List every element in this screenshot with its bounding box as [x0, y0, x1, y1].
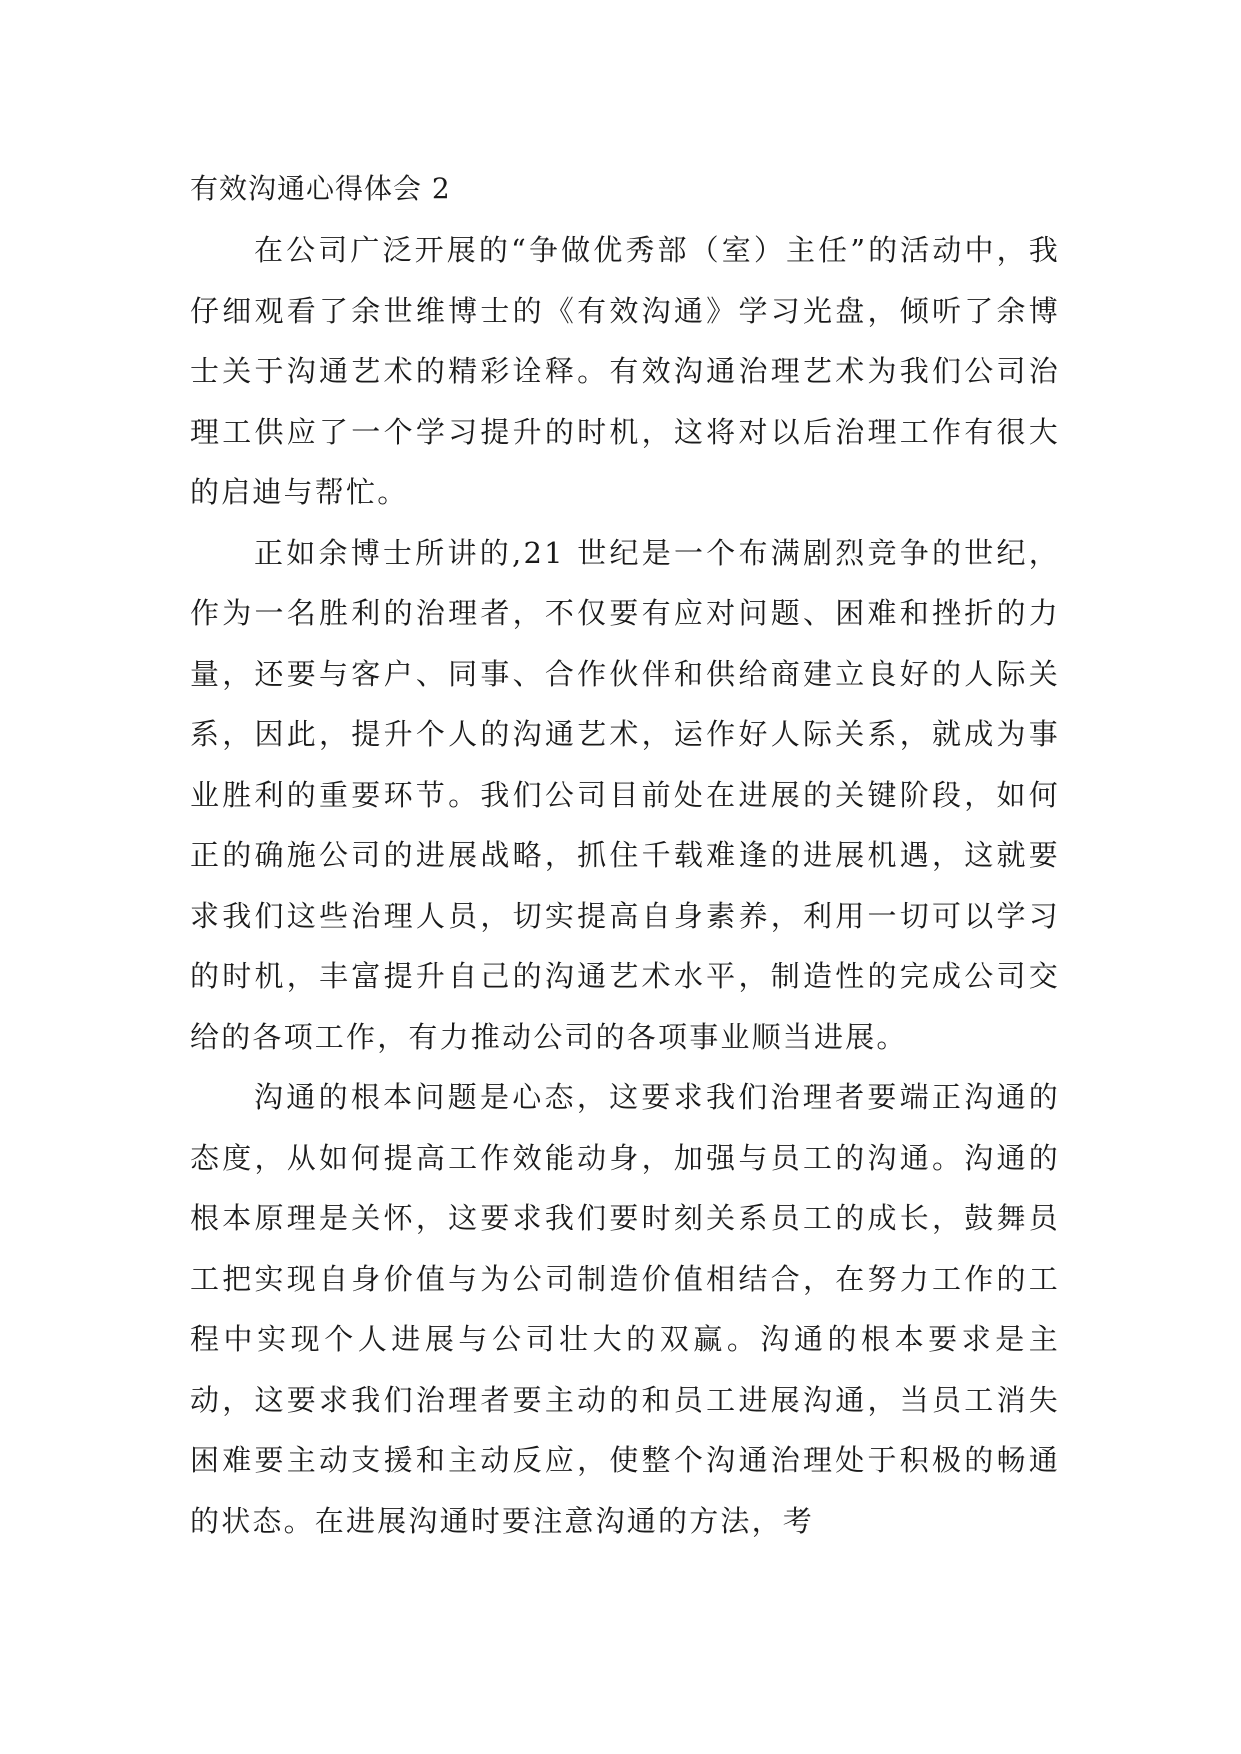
document-body [190, 158, 1060, 1551]
paragraph-3: 沟通的根本问题是心态，这要求我们治理者要端正沟通的态度，从如何提高工作效能动身，加强与员工的沟通。沟通的根本原理是关怀，这要求我们要时刻关系员工的成长，鼓舞员工把实现自身价值与为公司制造价值相结合，在努力工作的工程中实现个人进展与公司壮大的双赢。沟通的根本要求是主动，这要求我们治理者要主动的和员工进展沟通，当员工消失困难要主动支援和主动反应，使整个沟通治理处于积极的畅通的状态。在进展沟通时要注意沟通的方法，考 [190, 1080, 1060, 1538]
paragraph-2: 正如余博士所讲的,21 世纪是一个布满剧烈竞争的世纪，作为一名胜利的治理者，不仅要有应对问题、困难和挫折的力量，还要与客户、同事、合作伙伴和供给商建立良好的人际关系，因此，提升个人的沟通艺术，运作好人际关系，就成为事业胜利的重要环节。我们公司目前处在进展的关键阶段，如何正的确施公司的进展战略，抓住千载难逢的进展机遇，这就要求我们这些治理人员，切实提高自身素养，利用一切可以学习的时机，丰富提升自己的沟通艺术水平，制造性的完成公司交给的各项工作，有力推动公司的各项事业顺当进展。 [190, 535, 1060, 1054]
document-title: 有效沟通心得体会 2 [190, 172, 451, 205]
paragraph-1: 在公司广泛开展的“争做优秀部（室）主任”的活动中，我仔细观看了余世维博士的《有效沟通》学习光盘，倾听了余博士关于沟通艺术的精彩诠释。有效沟通治理艺术为我们公司治理工供应了一个学习提升的时机，这将对以后治理工作有很大的启迪与帮忙。 [190, 233, 1060, 509]
